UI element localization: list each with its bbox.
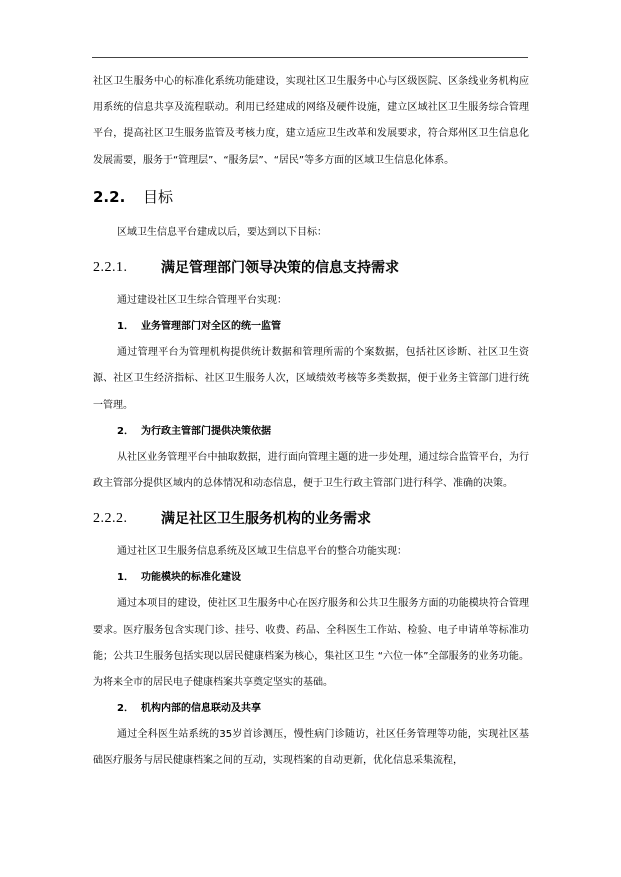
list-item-number: 2．: [117, 425, 134, 437]
list-item-number: 1．: [117, 572, 134, 584]
subsection-intro: 通过社区卫生服务信息系统及区域卫生信息平台的整合功能实现：: [117, 546, 407, 558]
subsection-heading-2-2-2: [93, 509, 529, 529]
list-item-heading: [93, 696, 529, 722]
section-heading-2-2: [93, 187, 529, 207]
list-item-title: 为行政主管部门提供决策依据: [141, 425, 271, 437]
list-item-heading: [93, 565, 529, 591]
list-item-title: 机构内部的信息联动及共享: [141, 703, 261, 715]
header-rule: [92, 57, 528, 58]
list-item-paragraph: 通过管理平台为管理机构提供统计数据和管理所需的个案数据，包括社区诊断、社区卫生资源、社区卫生经济指标、社区卫生服务人次，区域绩效考核等多类数据，便于业务主管部门进行统一管理。: [93, 347, 529, 411]
subsection-title: 满足社区卫生服务机构的业务需求: [161, 511, 371, 528]
section-title: 目标: [143, 187, 174, 206]
list-item-heading: [93, 419, 529, 445]
list-item-number: 2．: [117, 703, 134, 715]
section-number: 2.2.: [93, 187, 126, 206]
subsection-heading-2-2-1: [93, 258, 529, 278]
list-item-title: 功能模块的标准化建设: [141, 572, 241, 584]
list-item-number: 1．: [117, 321, 134, 333]
subsection-title: 满足管理部门领导决策的信息支持需求: [161, 260, 399, 277]
subsection-number: 2.2.2.: [93, 511, 128, 527]
list-item-paragraph: 通过全科医生站系统的35岁首诊测压，慢性病门诊随访，社区任务管理等功能，实现社区基础医疗服务与居民健康档案之间的互动，实现档案的自动更新，优化信息采集流程，: [93, 729, 529, 767]
subsection-number: 2.2.1.: [93, 260, 128, 276]
section-intro: 区域卫生信息平台建成以后，要达到以下目标：: [117, 226, 327, 238]
list-item-paragraph: 通过本项目的建设，使社区卫生服务中心在医疗服务和公共卫生服务方面的功能模块符合管理要求。医疗服务包含实现门诊、挂号、收费、药品、全科医生工作站、检验、电子申请单等标准功能；公共卫生服务包括实现以居民健康档案为核心，集社区卫生 “六位一体”全部服务的业务功能。为将来全市的居民电子健康档案共享奠定坚实的基础。: [93, 598, 529, 689]
list-item-heading: [93, 314, 529, 340]
list-item-paragraph: 从社区业务管理平台中抽取数据，进行面向管理主题的进一步处理，通过综合监管平台，为行政主管部分提供区域内的总体情况和动态信息，便于卫生行政主管部门进行科学、准确的决策。: [93, 451, 529, 490]
list-item-title: 业务管理部门对全区的统一监管: [141, 321, 281, 333]
subsection-intro: 通过建设社区卫生综合管理平台实现：: [117, 295, 287, 307]
intro-paragraph: 社区卫生服务中心的标准化系统功能建设，实现社区卫生服务中心与区级医院、区条线业务机构应用系统的信息共享及流程联动。利用已经建成的网络及硬件设施，建立区域社区卫生服务综合管理平台，提高社区卫生服务监管及考核力度，建立适应卫生改革和发展要求，符合郑州区卫生信息化发展需要，服务于“管理层”、“服务层”、“居民”等多方面的区域卫生信息化体系。: [93, 76, 529, 166]
document-body: [93, 69, 529, 775]
